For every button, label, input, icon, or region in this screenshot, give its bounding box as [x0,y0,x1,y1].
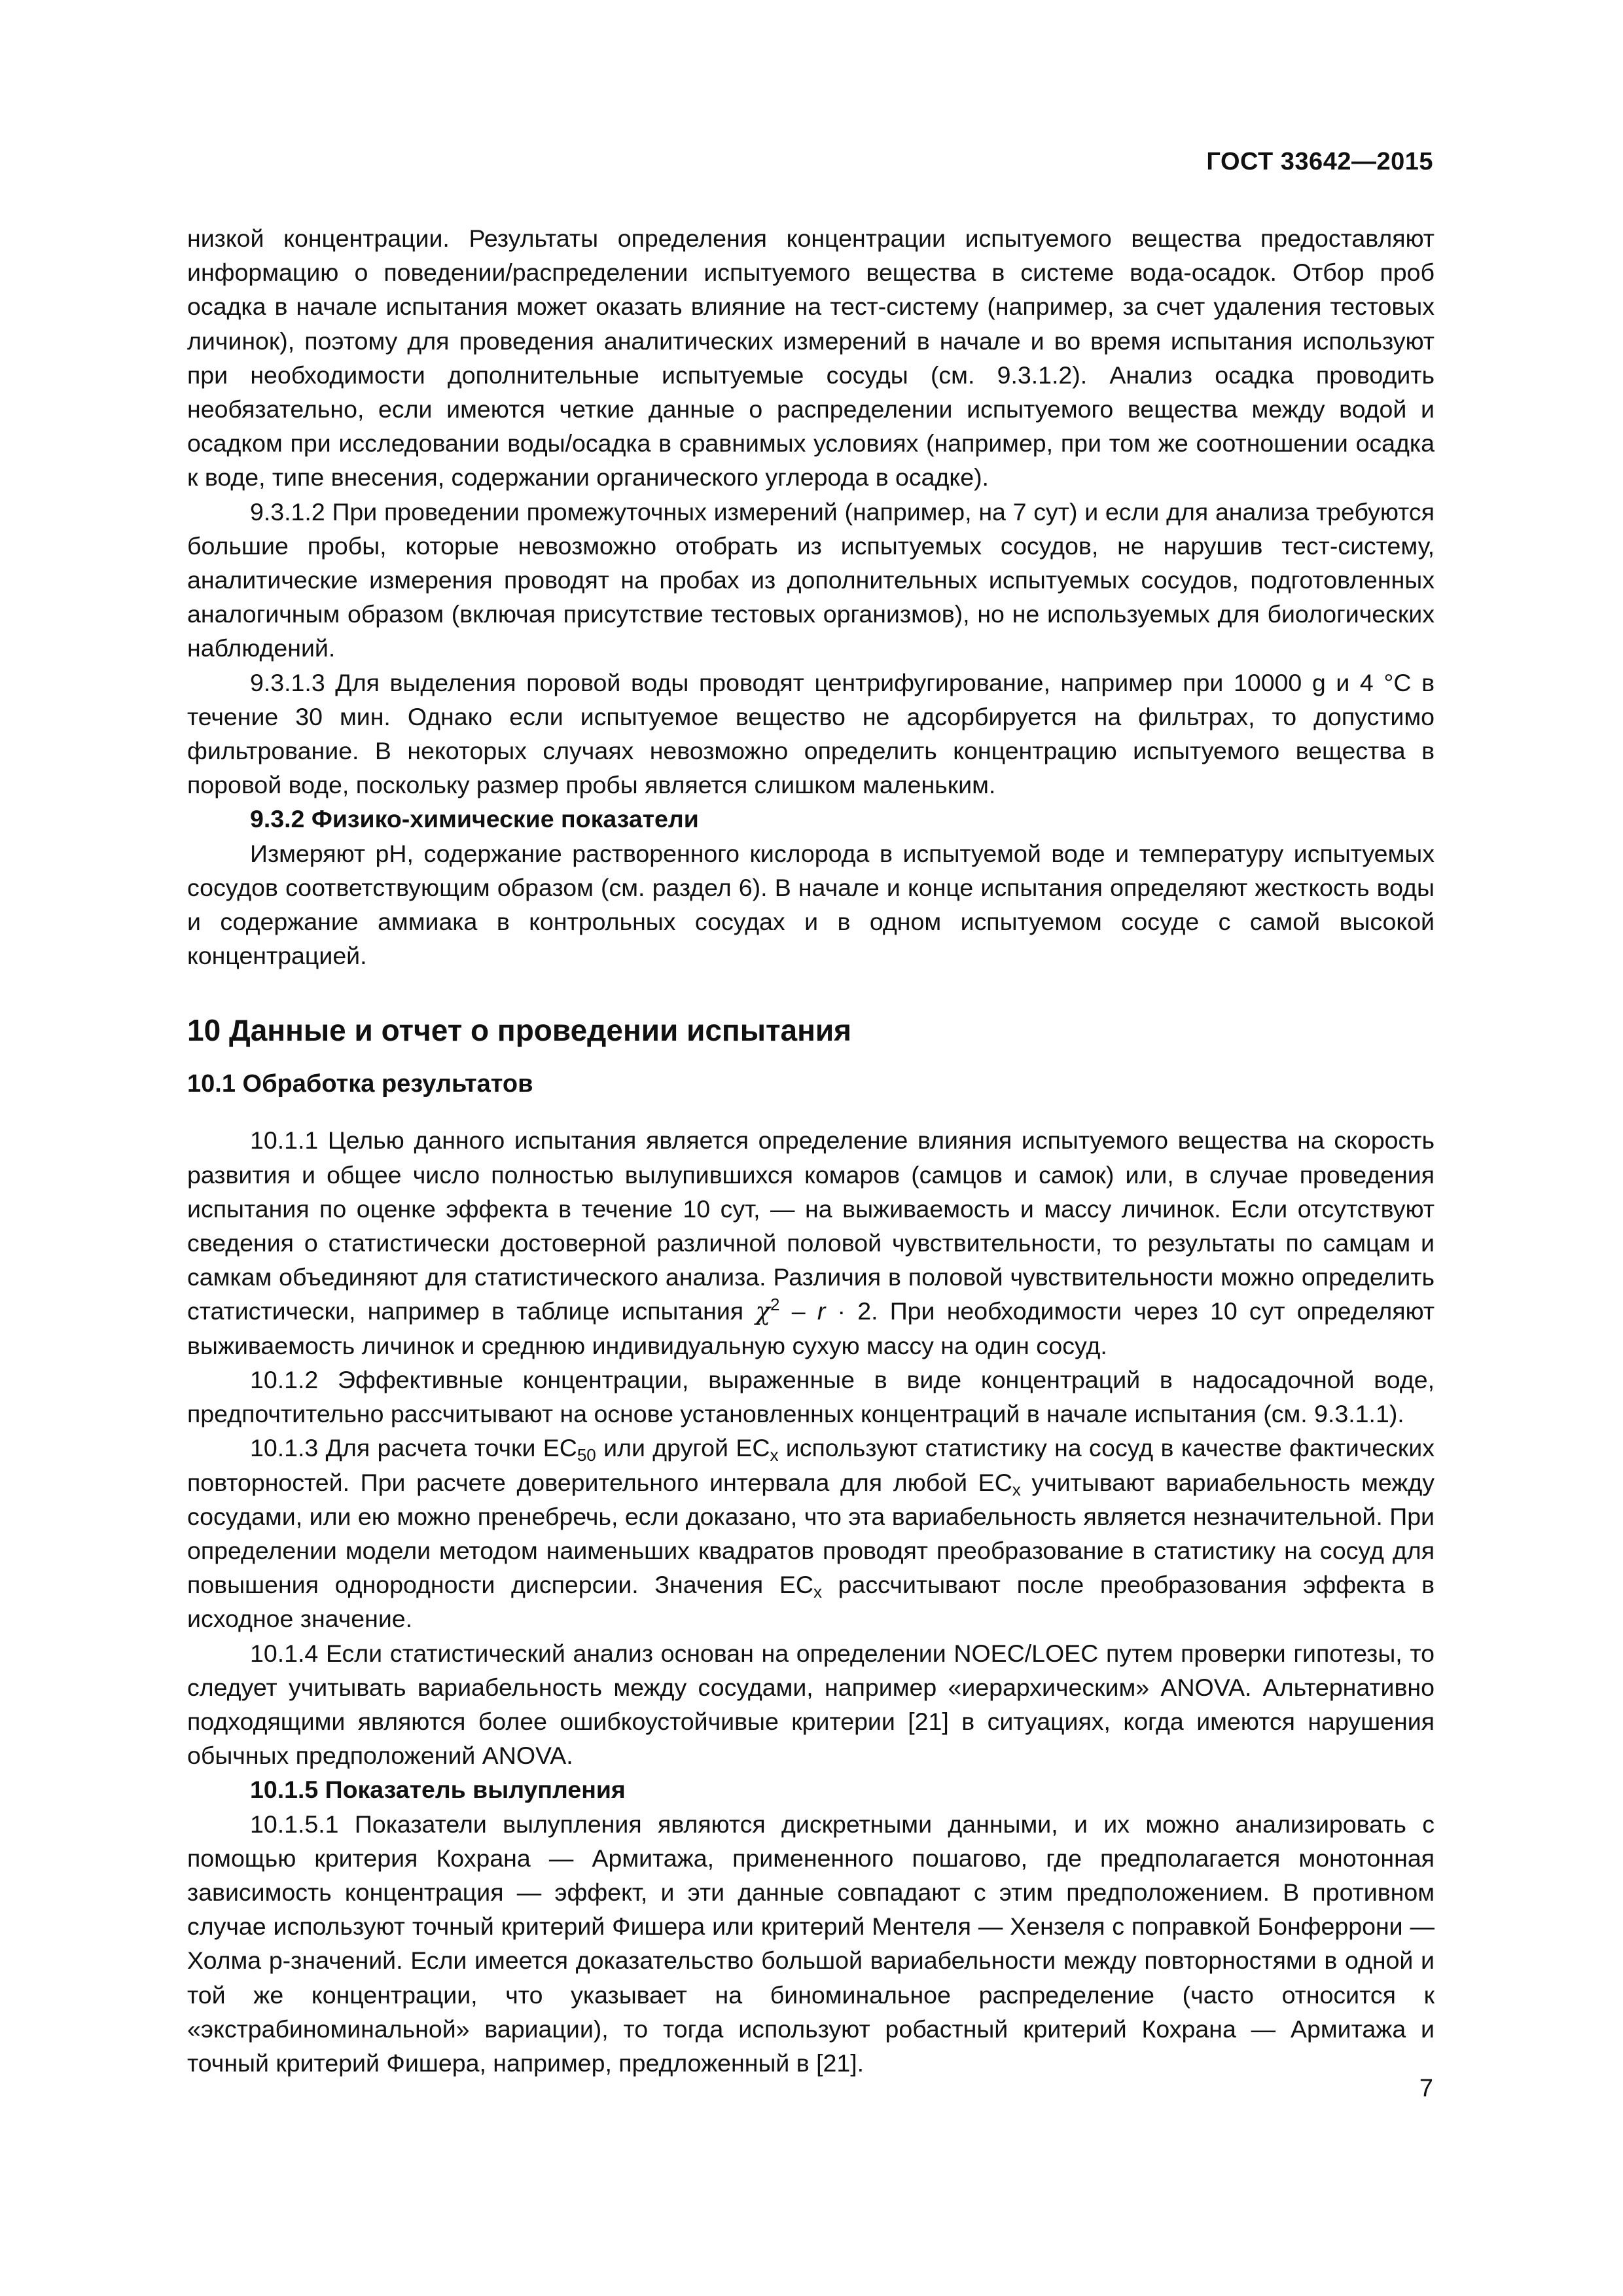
paragraph-9-3-2: Измеряют рН, содержание растворенного кислорода в испытуемой воде и температуру испытуемых сосудов соответствующим образом (см. раздел 6). В начале и конце испытания определяют жесткость воды и содержание аммиака в контрольных сосудах и в одном испытуемом сосуде с самой высокой концентрацией. [187,839,1435,970]
ec-subscript-x: x [813,1582,822,1602]
paragraph-10-1-1 [187,1123,1435,1362]
ec-subscript-x: x [1012,1479,1021,1499]
ec-subscript-x: x [770,1445,779,1465]
paragraph-intro: низкой концентрации. Результаты определения концентрации испытуемого вещества предоставляют информацию о поведении/распределении испытуемого вещества в системе вода-осадок. Отбор проб осадка в начале испытания может оказать влияние на тест-систему (например, за счет удаления тестовых личинок), поэтому для проведения аналитических измерений в начале и во время испытания используют при необходимости дополнительные испытуемые сосуды (см. 9.3.1.2). Анализ осадка проводить необязательно, если имеются четкие данные о распределении испытуемого вещества между водой и осадком при исследовании воды/осадка в сравнимых условиях (например, при том же соотношении осадка к воде, типе внесения, содержании органического углерода в осадке). [187,224,1435,492]
subsection-title-10-1: 10.1 Обработка результатов [187,1070,533,1098]
formula-r: r [817,1297,826,1325]
paragraph-9-3-1-2: 9.3.1.2 При проведении промежуточных измерений (например, на 7 сут) и если для анализа требуются большие пробы, которые невозможно отобрать из испытуемых сосудов, не нарушив тест-систему, аналитические измерения проводят на пробах из дополнительных испытуемых сосудов, подготовленных аналогичным образом (включая присутствие тестовых организмов), но не используемых для биологических наблюдений. [187,497,1435,662]
paragraph-9-3-1-3: 9.3.1.3 Для выделения поровой воды проводят центрифугирование, например при 10000 g и 4 °С в течение 30 мин. Однако если испытуемое вещество не адсорбируется на фильтрах, то допустимо фильтрование. В некоторых случаях невозможно определить концентрацию испытуемого вещества в поровой воде, поскольку размер пробы является слишком маленьким. [187,668,1435,799]
paragraph-10-1-4: 10.1.4 Если статистический анализ основан на определении NOEC/LOEC путем проверки гипотезы, то следует учитывать вариабельность между сосудами, например «иерархическим» ANOVA. Альтернативно подходящими являются более ошибкоустойчивые критерии [21] в ситуациях, когда имеются нарушения обычных предположений ANOVA. [187,1639,1435,1770]
paragraph-10-1-3-e: рассчитывают после преобразования эффекта в исходное значение. [187,1571,1435,1633]
section-title-10: 10 Данные и отчет о проведении испытания [187,1013,852,1048]
page-number: 7 [1419,2075,1433,2102]
paragraph-10-1-1-text-b: · 2. При необходимости через 10 сут определяют выживаемость личинок и среднюю индивидуальную сухую массу на один сосуд. [187,1297,1435,1359]
chi-symbol: χ [755,1297,771,1326]
paragraph-10-1-2: 10.1.2 Эффективные концентрации, выраженные в виде концентраций в надосадочной воде, предпочтительно рассчитывают на основе установленных концентраций в начале испытания (см. 9.3.1.1). [187,1365,1435,1428]
heading-10-1-5: 10.1.5 Показатель вылупления [250,1776,626,1804]
document-body [187,221,1435,2080]
paragraph-10-1-3 [187,1431,1435,1636]
chi-exponent: 2 [770,1295,780,1315]
paragraph-10-1-1-text-a: 10.1.1 Целью данного испытания является определение влияния испытуемого вещества на скорость развития и общее число полностью вылупившихся комаров (самцов и самок) или, в случае проведения испытания по оценке эффекта в течение 10 сут, — на выживаемость и массу личинок. Если отсутствуют сведения о статистически достоверной различной половой чувствительности, то результаты по самцам и самкам объединяют для статистического анализа. Различия в половой чувствительности можно определить статистически, например в таблице испытания [187,1126,1435,1325]
heading-9-3-2: 9.3.2 Физико-химические показатели [250,805,699,833]
ec-subscript-50: 50 [577,1445,596,1465]
formula-dash: – [779,1297,817,1325]
paragraph-10-1-3-a: 10.1.3 Для расчета точки EC [250,1434,577,1462]
paragraph-10-1-5-1: 10.1.5.1 Показатели вылупления являются дискретными данными, и их можно анализировать с помощью критерия Кохрана — Армитажа, примененного пошагово, где предполагается монотонная зависимость концентрация — эффект, и эти данные совпадают с этим предположением. В противном случае используют точный критерий Фишера или критерий Ментеля — Хензеля с поправкой Бонферрони — Холма p-значений. Если имеется доказательство большой вариабельности между повторностями в одной и той же концентрации, что указывает на биноминальное распределение (часто относится к «экстрабиноминальной» вариации), то тогда используют робастный критерий Кохрана — Армитажа и точный критерий Фишера, например, предложенный в [21]. [187,1810,1435,2077]
standard-header: ГОСТ 33642—2015 [1206,148,1433,175]
paragraph-10-1-3-d: учитывают вариабельность между сосудами, или ею можно пренебречь, если доказано, что эта вариабельность является незначительной. При определении модели методом наименьших квадратов проводят преобразование в статистику на сосуд для повышения однородности дисперсии. Значения EC [187,1468,1435,1599]
paragraph-10-1-3-b: или другой EC [596,1434,770,1462]
paragraph-10-1-3-c: используют статистику на сосуд в качестве фактических повторностей. При расчете доверительного интервала для любой EC [187,1434,1435,1496]
